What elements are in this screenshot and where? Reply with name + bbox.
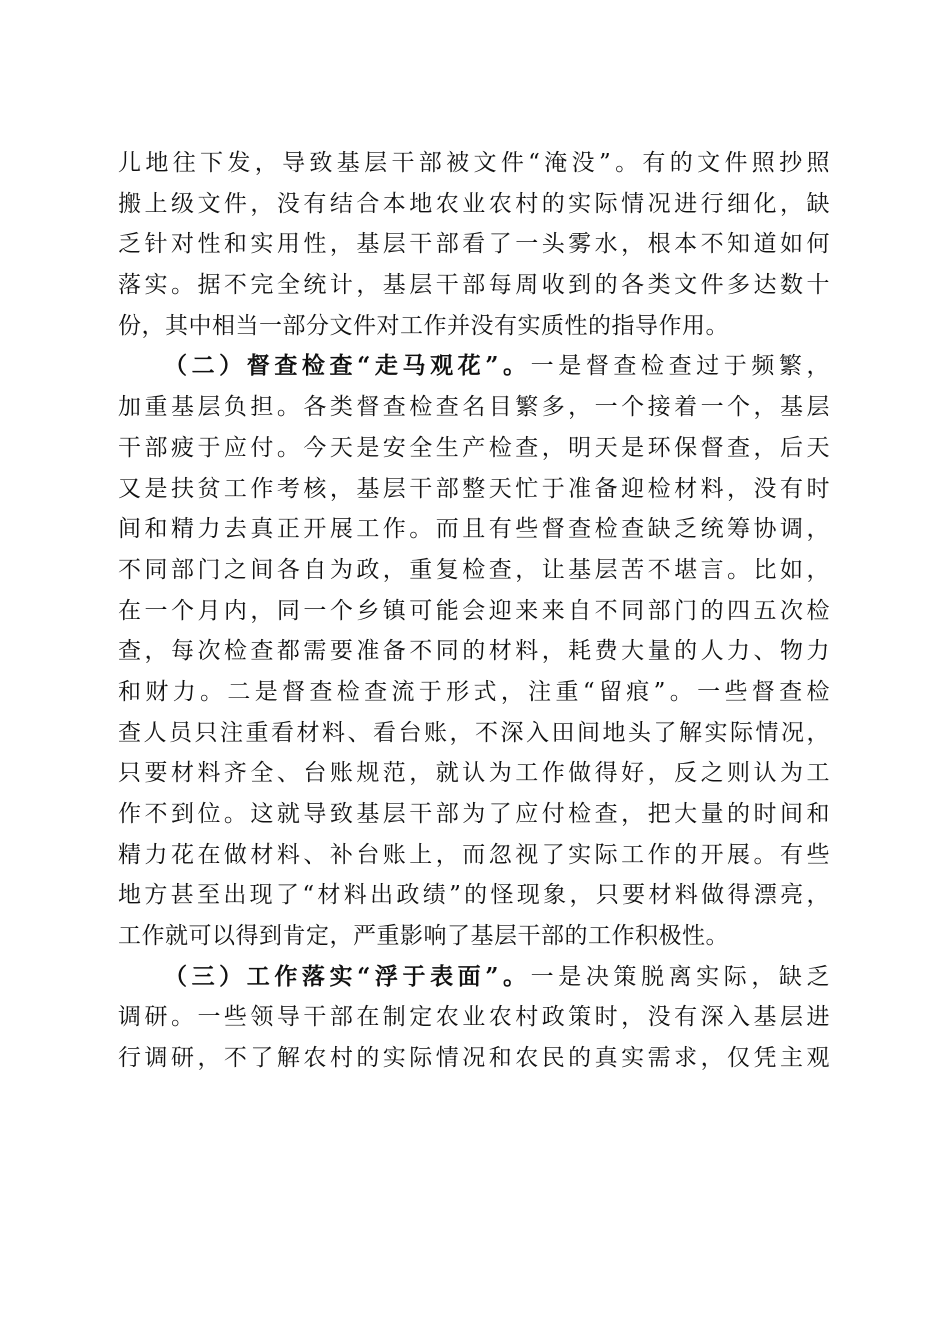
paragraph-first-line-text: 一是督查检查过于频繁， [530,353,831,380]
paragraph-line: 和财力。二是督查检查流于形式，注重“留痕”。一些督查检 [118,678,830,705]
section-heading-3: （三）工作落实“浮于表面”。 [164,962,531,990]
section-heading-2: （二）督查检查“走马观花”。 [164,352,531,380]
paragraph-first-line [118,346,830,387]
paragraph-line: 乏针对性和实用性，基层干部看了一头雾水，根本不知道如何 [118,231,830,258]
paragraph-line: 查人员只注重看材料、看台账，不深入田间地头了解实际情况， [118,719,830,746]
paragraph-line: 在一个月内，同一个乡镇可能会迎来来自不同部门的四五次检 [118,597,830,624]
paragraph-line: 查，每次检查都需要准备不同的材料，耗费大量的人力、物力 [118,638,830,665]
document-body [118,143,830,1079]
paragraph-line: 间和精力去真正开展工作。而且有些督查检查缺乏统筹协调， [118,516,830,543]
paragraph-line: 不同部门之间各自为政，重复检查，让基层苦不堪言。比如， [118,556,830,583]
paragraph-3 [118,957,830,1079]
paragraph-line: 地方甚至出现了“材料出政绩”的怪现象，只要材料做得漂亮， [118,882,830,909]
paragraph-line: 又是扶贫工作考核，基层干部整天忙于准备迎检材料，没有时 [118,475,830,502]
paragraph-first-line [118,957,830,998]
paragraph-1 [118,143,830,346]
paragraph-line: 行调研，不了解农村的实际情况和农民的真实需求，仅凭主观 [118,1045,830,1072]
paragraph-line: 只要材料齐全、台账规范，就认为工作做得好，反之则认为工 [118,760,830,787]
paragraph-line: 作不到位。这就导致基层干部为了应付检查，把大量的时间和 [118,801,830,827]
paragraph-2 [118,346,830,956]
paragraph-line: 搬上级文件，没有结合本地农业农村的实际情况进行细化，缺 [118,190,830,217]
paragraph-line: 加重基层负担。各类督查检查名目繁多，一个接着一个，基层 [118,394,830,421]
paragraph-line: 份，其中相当一部分文件对工作并没有实质性的指导作用。 [118,312,729,339]
paragraph-line: 落实。据不完全统计，基层干部每周收到的各类文件多达数十 [118,272,830,299]
paragraph-line: 干部疲于应付。今天是安全生产检查，明天是环保督查，后天 [118,434,830,461]
paragraph-first-line-text: 一是决策脱离实际，缺乏 [530,963,831,990]
paragraph-line: 精力花在做材料、补台账上，而忽视了实际工作的开展。有些 [118,841,830,868]
paragraph-line: 调研。一些领导干部在制定农业农村政策时，没有深入基层进 [118,1004,830,1031]
paragraph-line: 儿地往下发，导致基层干部被文件“淹没”。有的文件照抄照 [118,150,830,176]
paragraph-line: 工作就可以得到肯定，严重影响了基层干部的工作积极性。 [118,923,729,950]
